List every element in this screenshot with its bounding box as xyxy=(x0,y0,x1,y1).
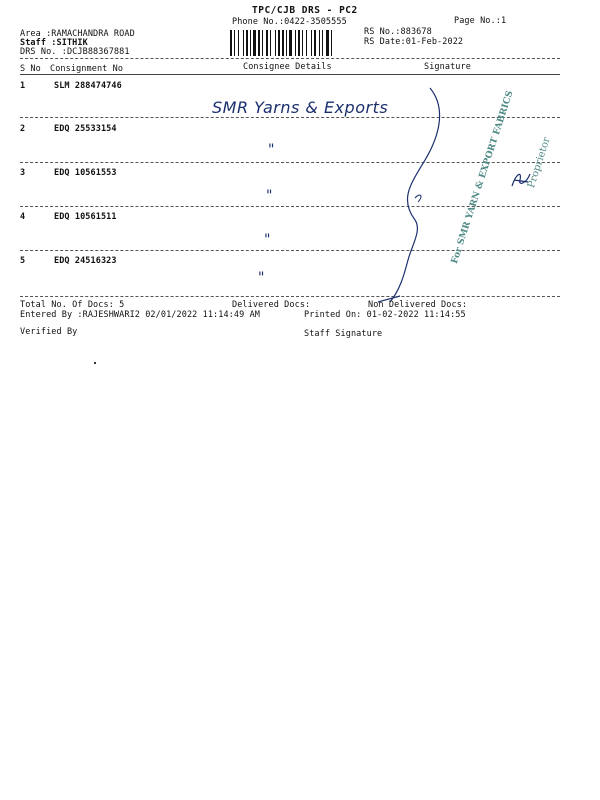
ditto-mark: " xyxy=(268,142,275,158)
total-docs: Total No. Of Docs: 5 xyxy=(20,300,125,310)
row-consignment: EDQ 25533154 xyxy=(54,124,117,134)
col-consignment: Consignment No xyxy=(50,64,124,74)
stamp-initials xyxy=(508,168,534,190)
row-sno: 5 xyxy=(20,256,26,266)
col-sno: S No xyxy=(20,64,41,74)
handwritten-consignee: SMR Yarns & Exports xyxy=(212,98,389,117)
staff-label: Staff :SITHIK xyxy=(20,38,88,48)
phone-number: Phone No.:0422-3505555 xyxy=(232,17,347,27)
row-sno: 4 xyxy=(20,212,26,222)
delivered-docs: Delivered Docs: xyxy=(232,300,311,310)
col-signature: Signature xyxy=(424,62,471,72)
rs-date: RS Date:01-Feb-2022 xyxy=(364,37,464,47)
page-number: Page No.:1 xyxy=(454,16,507,26)
row-consignment: EDQ 10561553 xyxy=(54,168,117,178)
barcode xyxy=(230,30,358,56)
printed-on: Printed On: 01-02-2022 11:14:55 xyxy=(304,310,466,320)
area-label: Area :RAMACHANDRA ROAD xyxy=(20,29,135,39)
row-divider xyxy=(20,117,560,118)
handwritten-signature xyxy=(360,80,450,310)
stray-mark xyxy=(94,362,96,364)
staff-signature: Staff Signature xyxy=(304,329,383,339)
row-consignment: EDQ 24516323 xyxy=(54,256,117,266)
column-header-rule xyxy=(20,74,560,75)
row-consignment: SLM 288474746 xyxy=(54,81,122,91)
ditto-mark: " xyxy=(266,188,273,204)
row-divider xyxy=(20,162,560,163)
company-stamp: For SMR YARN & EXPORT FABRICS xyxy=(450,89,516,266)
ditto-mark: " xyxy=(258,270,265,286)
verified-by: Verified By xyxy=(20,327,78,337)
rs-number: RS No.:883678 xyxy=(364,27,432,37)
header-rule xyxy=(20,58,560,59)
row-divider xyxy=(20,206,560,207)
non-delivered-docs: Non Delivered Docs: xyxy=(368,300,468,310)
row-divider xyxy=(20,296,560,297)
document-title: TPC/CJB DRS - PC2 xyxy=(252,5,358,16)
row-consignment: EDQ 10561511 xyxy=(54,212,117,222)
proprietor-stamp: Proprietor xyxy=(526,135,553,190)
drs-number: DRS No. :DCJB88367881 xyxy=(20,47,130,57)
row-sno: 2 xyxy=(20,124,26,134)
ditto-mark: " xyxy=(264,232,271,248)
col-consignee: Consignee Details xyxy=(243,62,332,72)
row-sno: 1 xyxy=(20,81,26,91)
entered-by: Entered By :RAJESHWARI2 02/01/2022 11:14:49 AM xyxy=(20,310,261,320)
row-divider xyxy=(20,250,560,251)
row-sno: 3 xyxy=(20,168,26,178)
